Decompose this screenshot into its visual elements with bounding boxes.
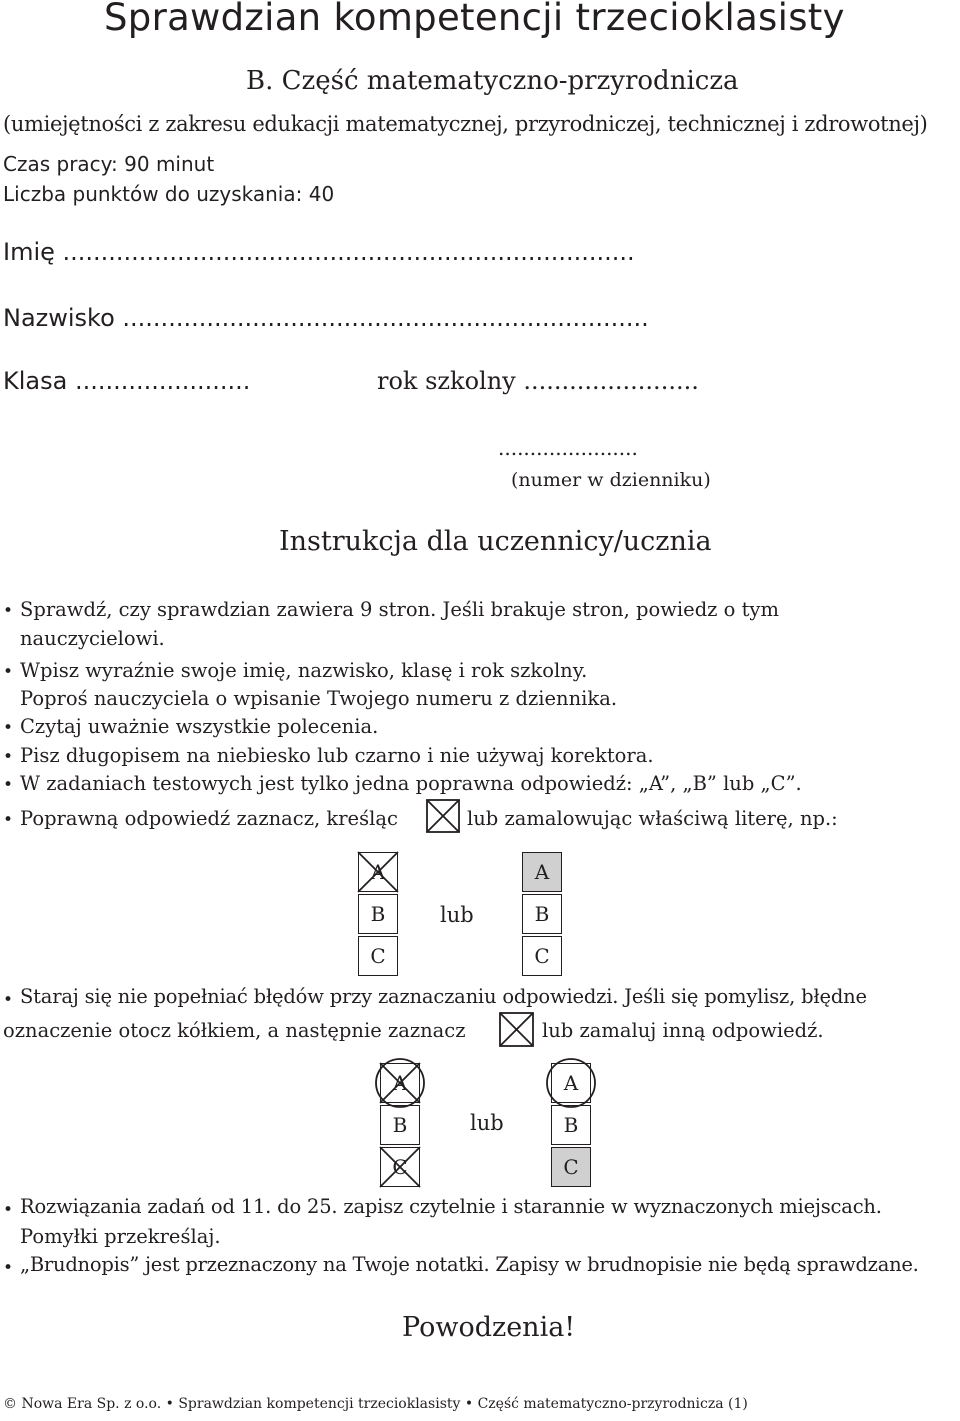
answer-box-a-filled: A <box>522 852 562 892</box>
answer-box-c-filled: C <box>551 1147 591 1187</box>
answer-box-b: B <box>380 1105 420 1145</box>
class-field[interactable]: Klasa ....................... <box>3 367 251 395</box>
bullet-icon: • <box>3 775 14 795</box>
instruction-line: lub zamalowując właściwą literę, np.: <box>467 807 838 830</box>
section-subtitle: B. Część matematyczno-przyrodnicza <box>246 66 739 96</box>
cross-mark-icon <box>358 852 398 892</box>
instruction-line: Staraj się nie popełniać błędów przy zaznaczaniu odpowiedzi. Jeśli się pomylisz, błędne <box>20 985 867 1008</box>
instruction-line: Poproś nauczyciela o wpisanie Twojego numeru z dziennika. <box>20 687 618 710</box>
good-luck-text: Powodzenia! <box>402 1312 576 1343</box>
journal-number-field[interactable]: ...................... <box>498 436 638 460</box>
scope-text: (umiejętności z zakresu edukacji matematycznej, przyrodniczej, technicznej i zdrowotnej) <box>3 112 928 136</box>
bullet-icon: • <box>3 662 14 682</box>
bullet-icon: • <box>3 1258 14 1278</box>
answer-box-b: B <box>522 894 562 934</box>
or-label: lub <box>440 903 474 927</box>
instruction-line: „Brudnopis” jest przeznaczony na Twoje notatki. Zapisy w brudnopisie nie będą sprawdzane. <box>20 1253 919 1276</box>
instruction-line: oznaczenie otocz kółkiem, a następnie zaznacz <box>3 1019 466 1042</box>
bullet-icon: • <box>3 601 14 621</box>
time-text: Czas pracy: 90 minut <box>3 152 215 176</box>
bullet-icon: • <box>3 810 14 830</box>
cross-mark-icon <box>380 1063 420 1103</box>
bullet-icon: • <box>3 990 14 1010</box>
journal-number-label: (numer w dzienniku) <box>511 469 711 491</box>
instruction-line: Sprawdź, czy sprawdzian zawiera 9 stron. Jeśli brakuje stron, powiedz o tym <box>20 598 779 621</box>
instruction-line: Rozwiązania zadań od 11. do 25. zapisz czytelnie i starannie w wyznaczonych miejscach. <box>20 1195 882 1218</box>
cross-mark-icon <box>380 1147 420 1187</box>
cross-box-icon <box>427 800 459 832</box>
or-label: lub <box>470 1111 504 1135</box>
instruction-line: Czytaj uważnie wszystkie polecenia. <box>20 715 379 738</box>
name-field[interactable]: Imię ........................................................................... <box>3 238 635 266</box>
answer-box-b: B <box>551 1105 591 1145</box>
answer-box-a-circled: A <box>380 1063 420 1103</box>
answer-box-a-crossed: A <box>358 852 398 892</box>
instruction-line: Wpisz wyraźnie swoje imię, nazwisko, klasę i rok szkolny. <box>20 659 588 682</box>
cross-box-icon <box>500 1013 533 1046</box>
bullet-icon: • <box>3 747 14 767</box>
bullet-icon: • <box>3 718 14 738</box>
instruction-line: Poprawną odpowiedź zaznacz, kreśląc <box>20 807 398 830</box>
answer-box-b: B <box>358 894 398 934</box>
school-year-field[interactable]: rok szkolny ....................... <box>377 367 699 395</box>
instruction-line: Pomyłki przekreślaj. <box>20 1225 221 1248</box>
answer-box-c-crossed: C <box>380 1147 420 1187</box>
instructions-title: Instrukcja dla uczennicy/ucznia <box>279 526 712 557</box>
points-text: Liczba punktów do uzyskania: 40 <box>3 182 335 206</box>
page-title: Sprawdzian kompetencji trzecioklasisty <box>104 0 845 39</box>
answer-box-c: C <box>358 936 398 976</box>
surname-field[interactable]: Nazwisko ..................................................................... <box>3 304 649 332</box>
answer-box-c: C <box>522 936 562 976</box>
circle-mark-icon <box>547 1059 595 1107</box>
footer: © Nowa Era Sp. z o.o. • Sprawdzian kompetencji trzecioklasisty • Część matematyczno-przyrodnicza (1) <box>3 1396 748 1412</box>
bullet-icon: • <box>3 1200 14 1220</box>
instruction-line: lub zamaluj inną odpowiedź. <box>542 1019 824 1042</box>
instruction-line: nauczycielowi. <box>20 627 165 650</box>
answer-box-a-circled: A <box>551 1063 591 1103</box>
instruction-line: Pisz długopisem na niebiesko lub czarno i nie używaj korektora. <box>20 744 654 767</box>
instruction-line: W zadaniach testowych jest tylko jedna poprawna odpowiedź: „A”, „B” lub „C”. <box>20 772 802 795</box>
